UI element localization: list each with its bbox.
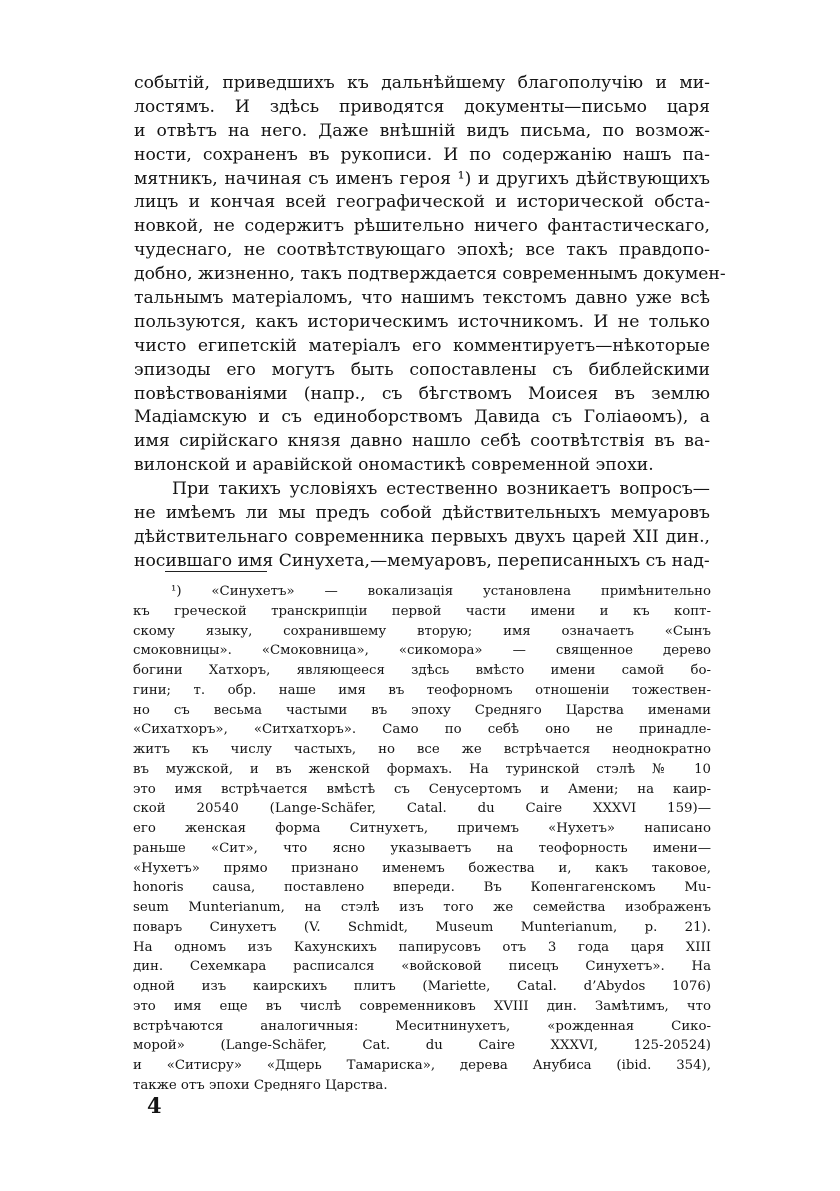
text-line: вилонской и аравійской ономастикѣ современной эпохи. — [134, 455, 654, 476]
text-line: «Сихатхоръ», «Ситхатхоръ». Само по себѣ оно не принадле- — [133, 722, 711, 738]
footnote-separator — [165, 571, 267, 572]
text-line: морой» (Lange-Schäfer, Cat. du Caire XXXVI, 125-20524) — [133, 1038, 711, 1054]
text-line: раньше «Сит», что ясно указываетъ на теофорность имени— — [133, 840, 711, 856]
text-line: дѣйствительнаго современника первыхъ двухъ царей XII дин., — [134, 526, 710, 547]
text-line: также отъ эпохи Средняго Царства. — [133, 1077, 388, 1093]
text-line: ности, сохраненъ въ рукописи. И по содержанію нашъ па- — [134, 144, 710, 165]
text-line: имя сирійскаго князя давно нашло себѣ соотвѣтствія въ ва- — [134, 431, 710, 452]
text-line: тальнымъ матеріаломъ, что нашимъ текстомъ давно уже всѣ — [134, 288, 710, 309]
text-line: житъ къ числу частыхъ, но все же встрѣчается неоднократно — [133, 742, 711, 757]
text-line: пользуются, какъ историческимъ источникомъ. И не только — [134, 311, 710, 332]
text-line: скому языку, сохранившему вторую; имя означаетъ «Сынъ — [133, 623, 711, 639]
text-line: носившаго имя Синухета,—мемуаровъ, переписанныхъ съ над- — [134, 550, 710, 571]
text-line: это имя встрѣчается вмѣстѣ съ Сенусертомъ и Амени; на каир- — [133, 781, 711, 797]
text-line: На одномъ изъ Кахунскихъ папирусовъ отъ 3 года царя XIII — [133, 939, 711, 955]
text-line: повѣствованіями (напр., съ бѣгствомъ Моисея въ землю — [134, 383, 710, 404]
main-text — [134, 72, 726, 574]
text-line: мятникъ, начиная съ именъ героя ¹) и другихъ дѣйствующихъ — [134, 168, 710, 189]
text-line: гини; т. обр. наше имя въ теофорномъ отношеніи тожествен- — [133, 682, 711, 698]
text-line: ской 20540 (Lange-Schäfer, Catal. du Caire XXXVI 159)— — [133, 801, 711, 817]
text-line: лицъ и кончая всей географической и исторической обста- — [134, 192, 710, 213]
text-line: это имя еще въ числѣ современниковъ XVIII дин. Замѣтимъ, что — [133, 998, 711, 1014]
text-line: богини Хатхоръ, являющееся здѣсь вмѣсто имени самой бо- — [133, 663, 711, 678]
text-line: его женская форма Ситнухетъ, причемъ «Нухетъ» написано — [133, 821, 711, 836]
text-line: чудеснаго, не соотвѣтствующаго эпохѣ; все такъ правдопо- — [134, 240, 710, 261]
text-line: и отвѣтъ на него. Даже внѣшній видъ письма, по возмож- — [134, 120, 710, 141]
text-line: лостямъ. И здѣсь приводятся документы—письмо царя — [134, 96, 710, 117]
text-line: добно, жизненно, такъ подтверждается современнымъ докумен- — [134, 264, 726, 285]
text-line: событій, приведшихъ къ дальнѣйшему благополучію и ми- — [134, 73, 710, 93]
text-line: въ мужской, и въ женской формахъ. На туринской стэлѣ № 10 — [133, 761, 711, 777]
text-line: эпизоды его могутъ быть сопоставлены съ библейскими — [134, 359, 710, 380]
text-line: seum Munterianum, на стэлѣ изъ того же семейства изображенъ — [133, 900, 711, 915]
text-line: дин. Сехемкара расписался «войсковой писецъ Синухетъ». На — [133, 959, 711, 975]
text-line: honoris causa, поставлено впереди. Въ Копенгагенскомъ Mu- — [133, 880, 711, 896]
text-line: новкой, не содержитъ рѣшительно ничего фантастическаго, — [134, 216, 710, 237]
text-line: «Нухетъ» прямо признано именемъ божества и, какъ таковое, — [133, 860, 711, 876]
text-line: и «Ситисру» «Дщерь Тамариска», дерева Анубиса (ibid. 354), — [133, 1058, 711, 1073]
text-line: смоковницы». «Смоковница», «сикомора» — священное дерево — [133, 643, 711, 659]
text-line: Мадіамскую и съ единоборствомъ Давида съ Голіаѳомъ), а — [134, 407, 710, 428]
text-line: чисто египетскій матеріалъ его комментируетъ—нѣкоторые — [134, 335, 710, 356]
text-line: но съ весьма частыми въ эпоху Средняго Царства именами — [133, 702, 711, 718]
text-line: встрѣчаются аналогичныя: Меситнинухетъ, «рожденная Сико- — [133, 1018, 711, 1034]
footnote — [133, 582, 711, 1096]
text-line: ¹) «Синухетъ» — вокализація установлена примѣнительно — [171, 584, 711, 599]
page-number: 4 — [147, 1093, 162, 1118]
text-line: поваръ Синухетъ (V. Schmidt, Museum Munterianum, p. 21). — [133, 919, 711, 935]
text-line: При такихъ условіяхъ естественно возникаетъ вопросъ— — [172, 479, 710, 500]
text-line: одной изъ каирскихъ плитъ (Mariette, Catal. d’Abydos 1076) — [133, 979, 711, 994]
text-line: къ греческой транскрипціи первой части имени и къ копт- — [133, 603, 711, 619]
text-line: не имѣемъ ли мы предъ собой дѣйствительныхъ мемуаровъ — [134, 503, 710, 524]
